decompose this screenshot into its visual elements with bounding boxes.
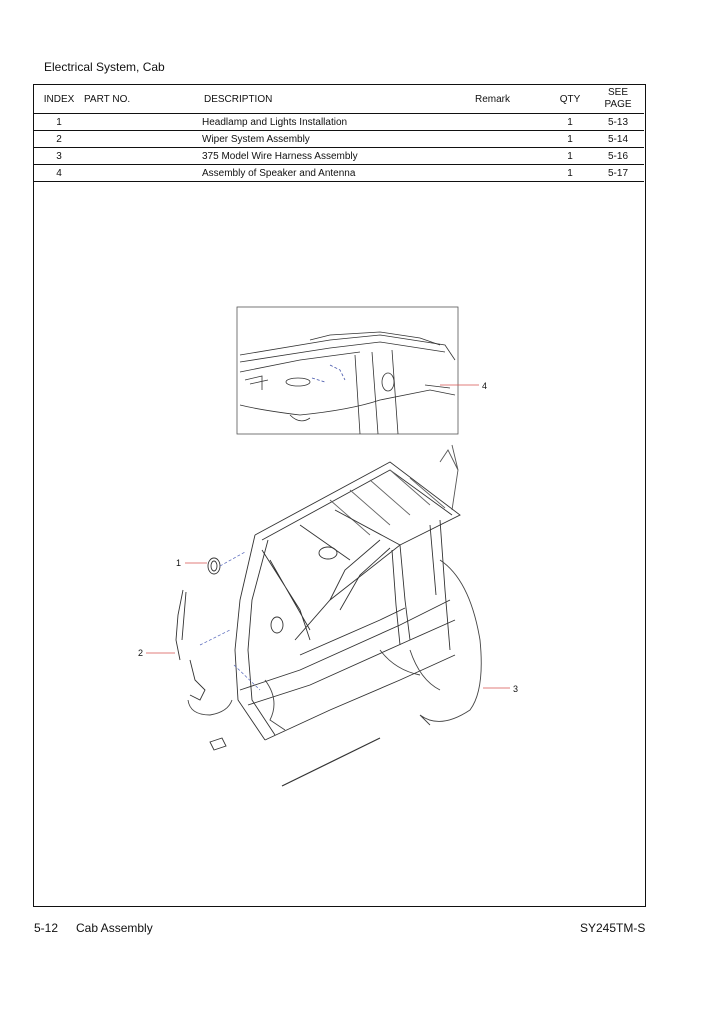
row-see-page: 5-14	[592, 131, 644, 148]
row-index: 4	[34, 165, 84, 182]
header-index: INDEX	[34, 85, 84, 114]
floor-frame	[240, 600, 455, 705]
row-qty: 1	[548, 131, 592, 148]
row-description: Wiper System Assembly	[202, 131, 473, 148]
row-qty: 1	[548, 165, 592, 182]
callout-3: 3	[513, 684, 519, 694]
lift-arrow	[440, 445, 458, 510]
footer-page-number: 5-12	[34, 921, 59, 935]
inset-wire	[240, 390, 455, 415]
wiper-arm	[176, 590, 186, 660]
header-qty: QTY	[548, 85, 592, 114]
inset-speaker-right	[382, 373, 394, 391]
section-title: Electrical System, Cab	[44, 60, 165, 74]
callout-4: 4	[482, 381, 488, 391]
row-see-page: 5-13	[592, 114, 644, 131]
row-qty: 1	[548, 114, 592, 131]
inset-speaker-left	[286, 378, 310, 386]
header-see-line-1: SEE	[607, 87, 628, 98]
row-index: 1	[34, 114, 84, 131]
row-see-page: 5-17	[592, 165, 644, 182]
window-frame	[330, 540, 390, 610]
row-description: Headlamp and Lights Installation	[202, 114, 473, 131]
rear-pillar	[430, 520, 450, 650]
row-description: Assembly of Speaker and Antenna	[202, 165, 473, 182]
footer-model: SY245TM-S	[580, 921, 646, 935]
headlamp-part	[208, 558, 220, 574]
header-part-no: PART NO.	[84, 85, 202, 114]
inset-frame	[237, 307, 458, 434]
row-index: 3	[34, 148, 84, 165]
row-index: 2	[34, 131, 84, 148]
cab-roof-outline	[255, 462, 460, 640]
callout-2: 2	[138, 648, 144, 658]
header-remark: Remark	[473, 85, 548, 114]
header-description: DESCRIPTION	[202, 85, 473, 114]
front-frame-inner	[262, 550, 310, 640]
roof-panel-lines	[330, 470, 445, 535]
washer-tank	[210, 738, 226, 750]
harness-wire	[265, 560, 481, 730]
header-see-line-2: PAGE	[604, 99, 632, 110]
inset-detail	[237, 307, 458, 434]
wiper-motor	[190, 660, 205, 700]
callout-1: 1	[176, 558, 182, 568]
row-see-page: 5-16	[592, 148, 644, 165]
roof-speaker-part	[319, 547, 337, 559]
side-speaker-part	[271, 617, 283, 633]
mid-pillar	[392, 545, 410, 645]
inset-pillar	[355, 350, 398, 434]
row-description: 375 Model Wire Harness Assembly	[202, 148, 473, 165]
cab-frame	[235, 462, 460, 740]
footer-section: Cab Assembly	[76, 921, 153, 935]
assembly-guides	[200, 552, 260, 690]
front-pillar	[235, 535, 275, 740]
antenna-rod	[282, 738, 380, 786]
row-qty: 1	[548, 148, 592, 165]
